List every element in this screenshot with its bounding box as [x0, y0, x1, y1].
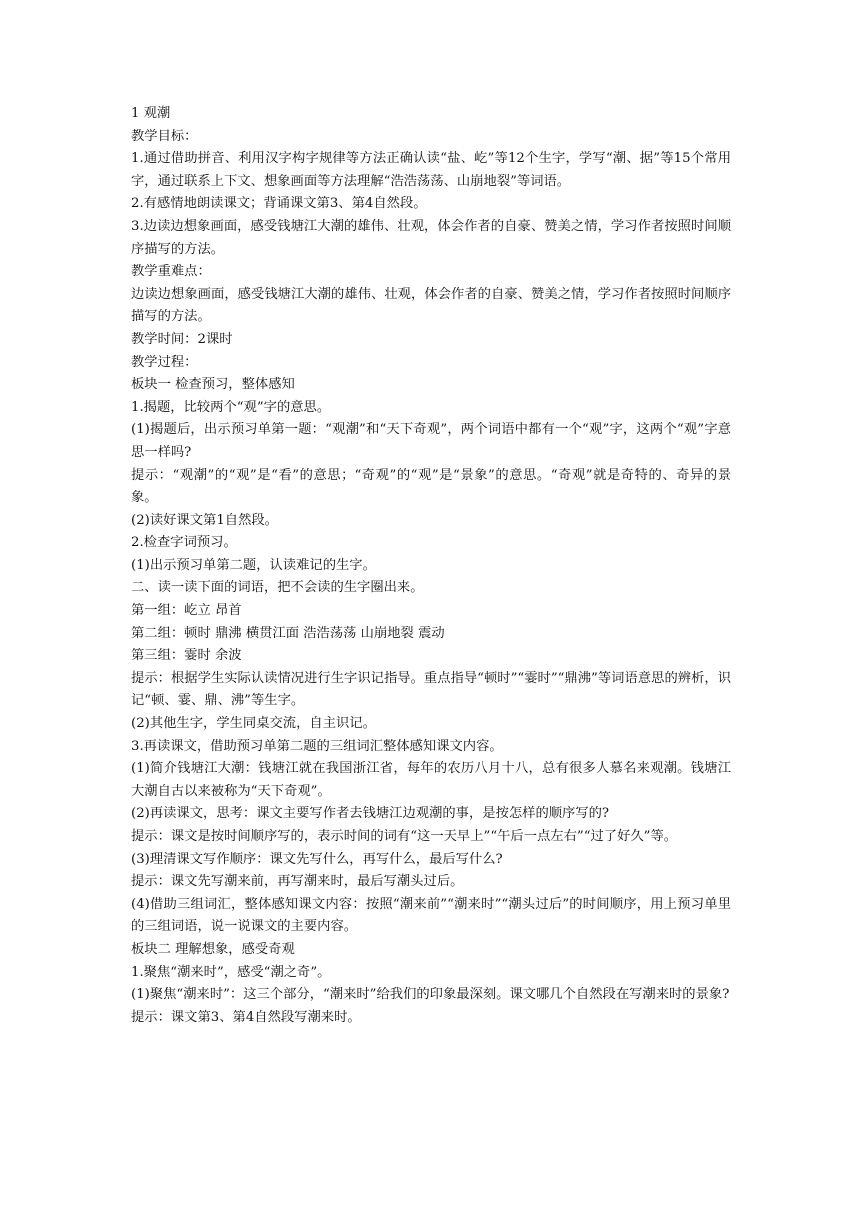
paragraph: 3.再读课文，借助预习单第二题的三组词汇整体感知课文内容。	[131, 738, 503, 754]
paragraph: 2.检查字词预习。	[131, 535, 237, 551]
paragraph: 教学重难点：	[131, 264, 211, 280]
paragraph: 第二组：顿时 鼎沸 横贯江面 浩浩荡荡 山崩地裂 震动	[131, 625, 445, 641]
paragraph: 提示：“观潮”的“观”是“看”的意思；“奇观”的“观”是“景象”的意思。“奇观”就是奇特的、奇异的景象。	[131, 467, 731, 506]
paragraph: 1.通过借助拼音、利用汉字构字规律等方法正确认读“盐、屹”等12个生字，学写“潮、据”等15个常用字，通过联系上下文、想象画面等方法理解“浩浩荡荡、山崩地裂”等词语。	[131, 151, 731, 189]
paragraph: (4)借助三组词汇，整体感知课文内容：按照“潮来前”“潮来时”“潮头过后”的时间顺序，用上预习单里的三组词语，说一说课文的主要内容。	[131, 896, 731, 935]
paragraph: 第一组：屹立 昂首	[131, 603, 242, 619]
paragraph: (2)读好课文第1自然段。	[131, 512, 278, 528]
paragraph: 教学目标：	[131, 128, 198, 144]
paragraph: (2)再读课文，思考：课文主要写作者去钱塘江边观潮的事，是按怎样的顺序写的?	[131, 806, 610, 822]
paragraph: 教学过程：	[131, 354, 198, 370]
paragraph: 提示：课文是按时间顺序写的，表示时间的词有“这一天早上”“午后一点左右”“过了好久”等。	[131, 829, 678, 844]
paragraph: 板块一 检查预习，整体感知	[131, 377, 295, 393]
paragraph: 提示：课文第3、第4自然段写潮来时。	[131, 1009, 361, 1025]
paragraph: 2.有感情地朗读课文；背诵课文第3、第4自然段。	[131, 196, 427, 212]
paragraph: 1.揭题，比较两个“观”字的意思。	[131, 399, 331, 415]
paragraph: (1)简介钱塘江大潮：钱塘江就在我国浙江省，每年的农历八月十八，总有很多人慕名来观潮。钱塘江大潮自古以来被称为“天下奇观”。	[131, 761, 731, 799]
paragraph: 第三组：霎时 余波	[131, 648, 242, 664]
paragraph: 教学时间：2课时	[131, 331, 233, 347]
paragraph: 板块二 理解想象，感受奇观	[131, 941, 295, 957]
document-title: 1 观潮	[131, 106, 171, 121]
paragraph: (1)聚焦“潮来时”：这三个部分，“潮来时”给我们的印象最深刻。课文哪几个自然段在写潮来时的景象?	[131, 987, 730, 1003]
paragraph: 3.边读边想象画面，感受钱塘江大潮的雄伟、壮观，体会作者的自豪、赞美之情，学习作者按照时间顺序描写的方法。	[131, 218, 731, 257]
document-body	[131, 103, 731, 1029]
paragraph: 二、读一读下面的词语，把不会读的生字圈出来。	[131, 580, 424, 596]
paragraph: (2)其他生字，学生同桌交流，自主识记。	[131, 716, 376, 732]
paragraph: 边读边想象画面，感受钱塘江大潮的雄伟、壮观，体会作者的自豪、赞美之情，学习作者按照时间顺序描写的方法。	[131, 286, 731, 325]
paragraph: 提示：根据学生实际认读情况进行生字识记指导。重点指导“顿时”“霎时”“鼎沸”等词语意思的辨析，识记“顿、霎、鼎、沸”等生字。	[131, 670, 731, 709]
paragraph: 提示：课文先写潮来前，再写潮来时，最后写潮头过后。	[131, 874, 464, 890]
paragraph: 1.聚焦“潮来时”，感受“潮之奇”。	[131, 964, 331, 980]
paragraph: (3)理清课文写作顺序：课文先写什么，再写什么，最后写什么?	[131, 851, 503, 867]
paragraph: (1)揭题后，出示预习单第一题：“观潮”和“天下奇观”，两个词语中都有一个“观”字，这两个“观”字意思一样吗?	[131, 422, 731, 460]
paragraph: (1)出示预习单第二题，认读难记的生字。	[131, 557, 376, 573]
